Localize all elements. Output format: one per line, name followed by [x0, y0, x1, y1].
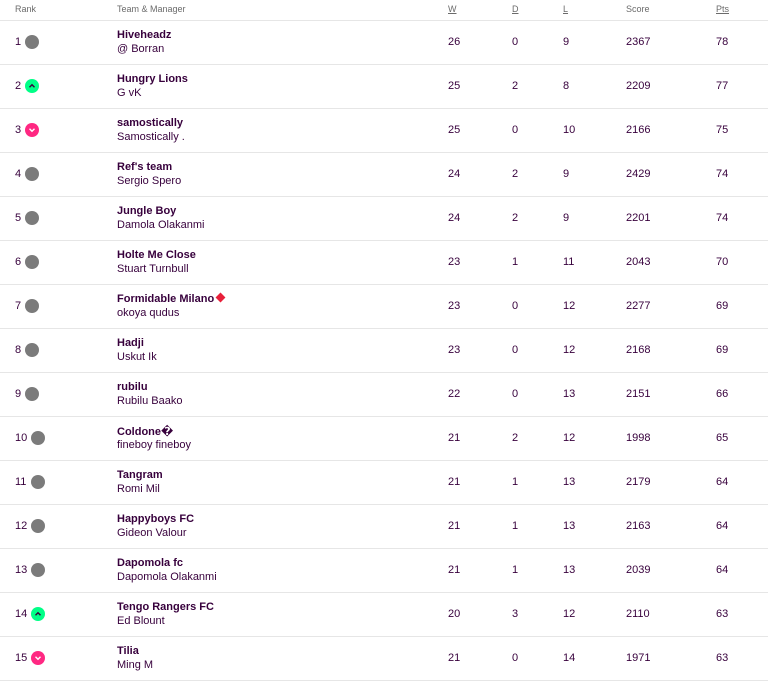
- team-name-link[interactable]: [117, 205, 176, 217]
- rank-same-icon: [25, 343, 39, 357]
- draws: 1: [512, 520, 519, 532]
- manager-name: G vK: [117, 87, 142, 99]
- team-name: Holte Me Close: [117, 249, 196, 261]
- table-row[interactable]: [0, 637, 768, 681]
- header-losses: L: [563, 4, 569, 14]
- team-name-link[interactable]: [117, 161, 172, 173]
- team-name-link[interactable]: [117, 601, 214, 613]
- losses: 13: [563, 520, 576, 532]
- team-name: Jungle Boy: [117, 205, 177, 217]
- team-name-link[interactable]: [117, 29, 171, 41]
- rank-same-icon: [25, 35, 39, 49]
- points: 69: [716, 344, 729, 356]
- losses: 12: [563, 344, 576, 356]
- score: 2429: [626, 168, 651, 180]
- manager-name: Damola Olakanmi: [117, 219, 205, 231]
- rank: 10: [15, 432, 28, 444]
- team-name: Hiveheadz: [117, 29, 172, 41]
- score: 1971: [626, 652, 651, 664]
- wins: 22: [448, 388, 461, 400]
- table-row[interactable]: [0, 593, 768, 637]
- team-name: Tangram: [117, 469, 163, 481]
- manager-name: Samostically .: [117, 131, 185, 143]
- rank-same-icon: [25, 387, 39, 401]
- table-row[interactable]: [0, 109, 768, 153]
- points: 77: [716, 80, 729, 92]
- team-name: Tilia: [117, 645, 139, 657]
- team-name: Dapomola fc: [117, 557, 184, 569]
- score: 1998: [626, 432, 651, 444]
- rank: 9: [15, 388, 22, 400]
- losses: 14: [563, 652, 576, 664]
- points: 74: [716, 212, 729, 224]
- diamond-icon: [216, 293, 226, 303]
- table-row[interactable]: [0, 21, 768, 65]
- wins: 21: [448, 476, 461, 488]
- header-score: Score: [626, 4, 650, 14]
- header-wins: W: [448, 4, 457, 14]
- rank: 5: [15, 212, 22, 224]
- draws: 0: [512, 36, 519, 48]
- table-row[interactable]: [0, 65, 768, 109]
- manager-name: okoya qudus: [117, 307, 180, 319]
- points: 66: [716, 388, 729, 400]
- score: 2277: [626, 300, 651, 312]
- losses: 12: [563, 432, 576, 444]
- team-name-link[interactable]: [117, 117, 183, 129]
- rank-same-icon: [25, 299, 39, 313]
- rank-same-icon: [25, 211, 39, 225]
- losses: 12: [563, 300, 576, 312]
- points: 75: [716, 124, 729, 136]
- table-row[interactable]: [0, 505, 768, 549]
- draws: 3: [512, 608, 519, 620]
- manager-name: Uskut Ik: [117, 351, 157, 363]
- team-name-link[interactable]: [117, 381, 148, 393]
- table-row[interactable]: [0, 417, 768, 461]
- header-points: Pts: [716, 4, 730, 14]
- losses: 12: [563, 608, 576, 620]
- rank: 7: [15, 300, 22, 312]
- score: 2179: [626, 476, 651, 488]
- rank: 8: [15, 344, 22, 356]
- points: 64: [716, 476, 729, 488]
- wins: 24: [448, 168, 461, 180]
- wins: 24: [448, 212, 461, 224]
- draws: 2: [512, 80, 519, 92]
- draws: 1: [512, 256, 519, 268]
- score: 2209: [626, 80, 651, 92]
- team-name-link[interactable]: [117, 469, 163, 481]
- rank: 12: [15, 520, 28, 532]
- rank-same-icon: [31, 519, 45, 533]
- points: 78: [716, 36, 729, 48]
- manager-name: Rubilu Baako: [117, 395, 183, 407]
- table-row[interactable]: [0, 241, 768, 285]
- team-name-link[interactable]: [117, 249, 196, 261]
- wins: 25: [448, 80, 461, 92]
- rank: 14: [15, 608, 28, 620]
- draws: 2: [512, 168, 519, 180]
- losses: 13: [563, 476, 576, 488]
- losses: 10: [563, 124, 576, 136]
- team-name: Happyboys FC: [117, 513, 195, 525]
- manager-name: Ming M: [117, 659, 154, 671]
- score: 2039: [626, 564, 651, 576]
- rank-down-icon: [31, 651, 45, 665]
- rank: 4: [15, 168, 22, 180]
- rank: 6: [15, 256, 22, 268]
- score: 2110: [626, 608, 650, 620]
- draws: 2: [512, 212, 519, 224]
- points: 63: [716, 608, 729, 620]
- draws: 0: [512, 300, 519, 312]
- manager-name: Ed Blount: [117, 615, 165, 627]
- table-row[interactable]: [0, 549, 768, 593]
- wins: 21: [448, 652, 461, 664]
- table-header: [0, 0, 768, 21]
- score: 2163: [626, 520, 651, 532]
- draws: 1: [512, 564, 519, 576]
- losses: 13: [563, 388, 576, 400]
- points: 69: [716, 300, 729, 312]
- rank-up-icon: [31, 607, 45, 621]
- wins: 21: [448, 564, 461, 576]
- team-name: samostically: [117, 117, 184, 129]
- header-team-manager: Team & Manager: [117, 4, 186, 14]
- table-row[interactable]: [0, 153, 768, 197]
- score: 2201: [626, 212, 651, 224]
- manager-name: Gideon Valour: [117, 527, 187, 539]
- wins: 25: [448, 124, 461, 136]
- rank-down-icon: [25, 123, 39, 137]
- table-row[interactable]: [0, 329, 768, 373]
- points: 74: [716, 168, 729, 180]
- manager-name: Romi Mil: [117, 483, 160, 495]
- rank-same-icon: [31, 563, 45, 577]
- wins: 23: [448, 256, 461, 268]
- rank: 2: [15, 80, 22, 92]
- team-name: Tengo Rangers FC: [117, 601, 214, 613]
- rank-up-icon: [25, 79, 39, 93]
- draws: 2: [512, 432, 519, 444]
- rank: 15: [15, 652, 28, 664]
- team-name: Formidable Milano: [117, 293, 215, 305]
- draws: 0: [512, 124, 519, 136]
- team-name: rubilu: [117, 381, 148, 393]
- score: 2168: [626, 344, 651, 356]
- team-name: Ref's team: [117, 161, 173, 173]
- manager-name: fineboy fineboy: [117, 439, 191, 451]
- manager-name: @ Borran: [117, 43, 165, 55]
- rank-same-icon: [25, 255, 39, 269]
- table-row[interactable]: [0, 285, 768, 329]
- table-row[interactable]: [0, 461, 768, 505]
- points: 63: [716, 652, 729, 664]
- losses: 9: [563, 168, 570, 180]
- draws: 1: [512, 476, 519, 488]
- team-name-link[interactable]: [117, 645, 139, 657]
- table-body: [0, 21, 768, 681]
- draws: 0: [512, 388, 519, 400]
- wins: 26: [448, 36, 461, 48]
- rank-same-icon: [31, 431, 45, 445]
- rank: 1: [15, 36, 22, 48]
- losses: 9: [563, 36, 570, 48]
- draws: 0: [512, 652, 519, 664]
- rank-same-icon: [25, 167, 39, 181]
- wins: 21: [448, 520, 461, 532]
- table-row[interactable]: [0, 373, 768, 417]
- manager-name: Dapomola Olakanmi: [117, 571, 217, 583]
- team-name: Coldone�: [117, 426, 174, 438]
- wins: 20: [448, 608, 461, 620]
- rank-same-icon: [31, 475, 45, 489]
- table-row[interactable]: [0, 197, 768, 241]
- losses: 13: [563, 564, 576, 576]
- score: 2043: [626, 256, 651, 268]
- manager-name: Sergio Spero: [117, 175, 182, 187]
- wins: 23: [448, 300, 461, 312]
- header-draws: D: [512, 4, 519, 14]
- team-name: Hungry Lions: [117, 73, 188, 85]
- rank: 11: [15, 476, 27, 488]
- team-name-link[interactable]: [117, 293, 224, 305]
- team-name-link[interactable]: [117, 425, 173, 438]
- score: 2151: [626, 388, 651, 400]
- score: 2166: [626, 124, 651, 136]
- wins: 21: [448, 432, 461, 444]
- losses: 8: [563, 80, 570, 92]
- losses: 11: [563, 256, 575, 268]
- team-name-link[interactable]: [117, 513, 194, 525]
- team-name: Hadji: [117, 337, 144, 349]
- points: 64: [716, 564, 729, 576]
- rank: 3: [15, 124, 22, 136]
- losses: 9: [563, 212, 570, 224]
- score: 2367: [626, 36, 651, 48]
- manager-name: Stuart Turnbull: [117, 263, 189, 275]
- header-rank: Rank: [15, 4, 37, 14]
- rank: 13: [15, 564, 28, 576]
- draws: 0: [512, 344, 519, 356]
- points: 65: [716, 432, 729, 444]
- team-name-link[interactable]: [117, 73, 188, 85]
- points: 70: [716, 256, 729, 268]
- wins: 23: [448, 344, 461, 356]
- team-name-link[interactable]: [117, 337, 144, 349]
- points: 64: [716, 520, 729, 532]
- team-name-link[interactable]: [117, 557, 183, 569]
